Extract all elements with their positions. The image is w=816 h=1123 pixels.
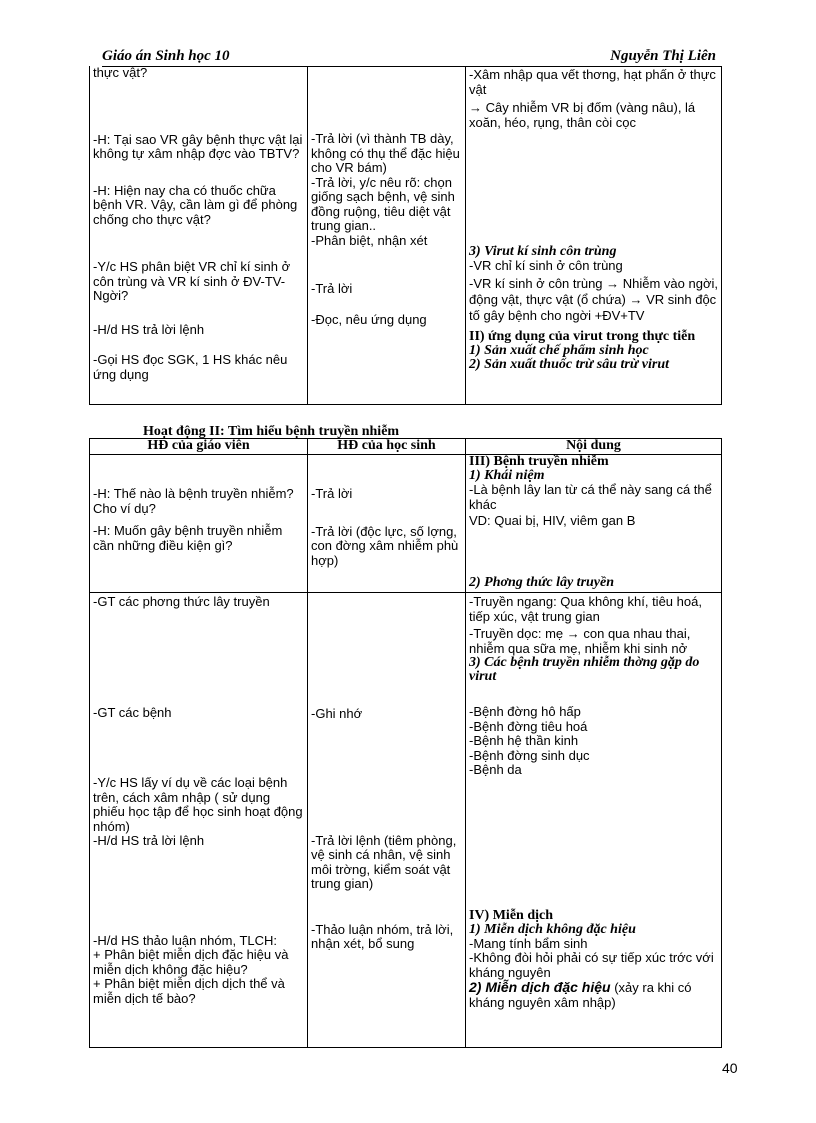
content-heading: 2) Phơng thức lây truyền <box>469 574 615 590</box>
content-cell <box>466 66 722 405</box>
header-title: Giáo án Sinh học 10 <box>102 48 230 64</box>
teacher-cell <box>90 455 308 593</box>
teacher-text: thực vật? <box>93 65 148 80</box>
student-cell <box>308 593 466 1048</box>
teacher-cell <box>90 593 308 1048</box>
student-text: -Phân biệt, nhận xét <box>311 232 428 248</box>
page-number: 40 <box>722 1060 738 1076</box>
student-text: -Đọc, nêu ứng dụng <box>311 311 427 327</box>
student-text: -Trả lời, y/c nêu rõ: chọn giống sạch bệnh, vệ sinh đồng ruộng, tiêu diệt vật trung gian.. <box>311 174 455 233</box>
student-text: -Trả lời <box>311 281 353 296</box>
teacher-text: -H: Hiện nay cha có thuốc chữa bệnh VR. Vậy, cần làm gì để phòng chống cho thực vật? <box>93 182 298 227</box>
content-text: → Cây nhiễm VR bị đốm (vàng nâu), lá xoăn, héo, rụng, thân còi cọc <box>469 100 696 130</box>
header-content: Nội dung <box>466 439 722 455</box>
activity-title: Hoạt động II: Tìm hiểu bệnh truyền nhiễm <box>143 424 400 439</box>
page-header <box>102 48 722 67</box>
content-cell <box>466 593 722 1048</box>
table-row <box>90 593 722 1048</box>
student-cell <box>308 66 466 405</box>
header-student: HĐ của học sinh <box>308 439 466 455</box>
student-text: -Trả lời <box>311 486 353 501</box>
content-heading: 2) Sản xuất thuốc trừ sâu trừ virut <box>469 356 669 372</box>
content-text: -Truyền dọc: mẹ → con qua nhau thai, nhiễm qua sữa mẹ, nhiễm khi sinh nở <box>469 626 691 656</box>
student-cell <box>308 455 466 593</box>
teacher-text: -GT các phơng thức lây truyền <box>93 594 270 609</box>
content-text: -Mang tính bẩm sinh -Không đòi hỏi phải có sự tiếp xúc trớc với kháng nguyên <box>469 935 714 980</box>
table-activity-2 <box>89 438 722 1048</box>
content-text <box>469 980 718 1010</box>
student-text: -Trả lời lệnh (tiêm phòng, vệ sinh cá nhân, vệ sinh môi trờng, kiểm soát vật trung gian) <box>311 832 457 891</box>
content-heading: II) ứng dụng của virut trong thực tiễn <box>469 328 696 344</box>
student-text: -Trả lời (vì thành TB dày, không có thụ thể đặc hiệu cho VR bám) <box>311 131 460 175</box>
content-text: -Xâm nhập qua vết thơng, hạt phấn ở thực vật <box>469 67 716 97</box>
content-heading: 1) Miễn dịch không đặc hiệu <box>469 921 636 937</box>
content-heading: 3) Virut kí sinh côn trùng <box>469 244 617 259</box>
teacher-text: -H/d HS thảo luận nhóm, TLCH: + Phân biệt miễn dịch đặc hiệu và miễn dịch không đặc hiệu? + Phân biệt miễn dịch dịch thể và miễn dịch tế bào? <box>93 932 289 1006</box>
content-text: -Là bệnh lây lan từ cá thể này sang cá thể khác <box>469 482 712 512</box>
teacher-text: -H/d HS trả lời lệnh <box>93 833 205 848</box>
header-author: Nguyễn Thị Liên <box>610 48 716 64</box>
teacher-text: -Y/c HS lấy ví dụ về các loại bệnh trên, cách xâm nhập ( sử dụng phiếu học tập để học sinh hoạt động nhóm) <box>93 775 303 834</box>
teacher-text: -H/d HS trả lời lệnh <box>93 321 205 337</box>
content-cell <box>466 455 722 593</box>
teacher-text: -H: Muốn gây bệnh truyền nhiễm cần những điều kiện gì? <box>93 523 283 553</box>
content-list: -Bệnh đờng hô hấp -Bệnh đờng tiêu hoá -Bệnh hệ thần kinh -Bệnh đờng sinh dục -Bệnh da <box>469 704 590 777</box>
student-text: -Thảo luận nhóm, trả lời, nhận xét, bổ sung <box>311 921 454 951</box>
content-heading: III) Bệnh truyền nhiễm <box>469 454 609 469</box>
header-teacher: HĐ của giáo viên <box>90 439 308 455</box>
content-text: -VR chỉ kí sinh ở côn trùng <box>469 258 623 273</box>
teacher-cell <box>90 66 308 405</box>
content-text: -Truyền ngang: Qua không khí, tiêu hoá, tiếp xúc, vật trung gian <box>469 594 702 624</box>
table-header-row <box>90 439 722 455</box>
content-text: VD: Quai bị, HIV, viêm gan B <box>469 513 636 528</box>
content-heading: IV) Miễn dịch <box>469 907 553 923</box>
teacher-text: -GT các bệnh <box>93 704 172 720</box>
teacher-text: -Y/c HS phân biệt VR chỉ kí sinh ở côn trùng và VR kí sinh ở ĐV-TV-Ngời? <box>93 259 291 303</box>
teacher-text: -Gọi HS đọc SGK, 1 HS khác nêu ứng dụng <box>93 352 288 382</box>
content-heading: 1) Sản xuất chế phẩm sinh học <box>469 342 649 358</box>
content-text: -VR kí sinh ở côn trùng → Nhiễm vào ngời, động vật, thực vật (ổ chứa) → VR sinh độc tố gây bệnh cho ngời +ĐV+TV <box>469 275 718 323</box>
table-row <box>90 66 722 405</box>
content-heading: 3) Các bệnh truyền nhiễm thờng gặp do virut <box>469 655 700 684</box>
student-text: -Ghi nhớ <box>311 706 363 721</box>
teacher-text: -H: Thế nào là bệnh truyền nhiễm? Cho ví dụ? <box>93 486 294 516</box>
content-heading: 2) Miễn dịch đặc hiệu <box>469 979 611 995</box>
teacher-text: -H: Tại sao VR gây bệnh thực vật lại không tự xâm nhập đợc vào TBTV? <box>93 131 303 161</box>
table-activity-1 <box>89 66 722 405</box>
student-text: -Trả lời (độc lực, số lợng, con đờng xâm nhiễm phù hợp) <box>311 523 459 568</box>
content-text: (xảy ra khi có kháng nguyên xâm nhập) <box>469 980 692 1010</box>
table-row <box>90 455 722 593</box>
content-heading: 1) Khái niệm <box>469 468 545 483</box>
